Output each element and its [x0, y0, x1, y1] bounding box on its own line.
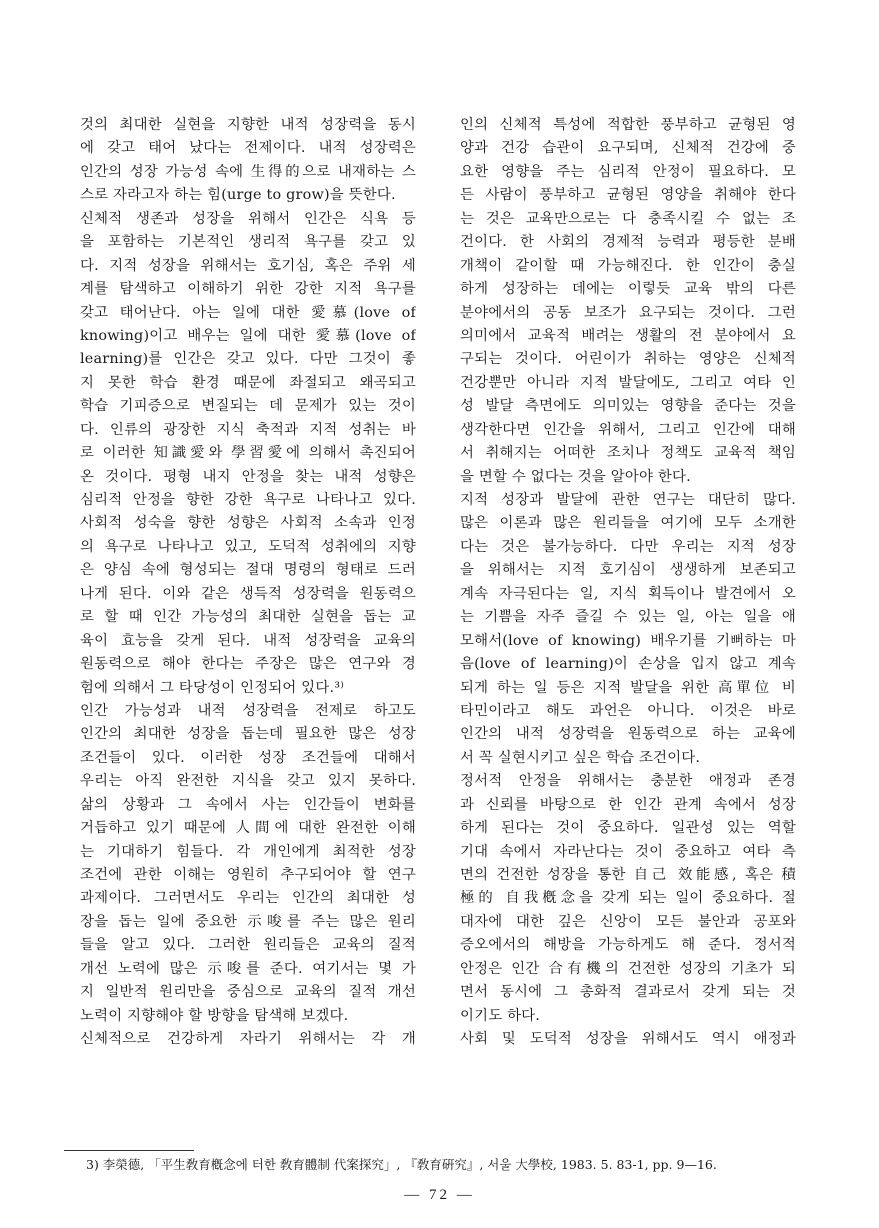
text-line: 의 욕구로 나타나고 있고, 도덕적 성취에의 지향	[80, 538, 416, 555]
text-line: 든 사람이 풍부하고 균형된 영양을 취해야 한다	[460, 187, 796, 204]
text-line: 인간 가능성과 내적 성장력을 전제로 하고도	[80, 702, 416, 719]
text-line: 사회 및 도덕적 성장을 위해서도 역시 애정과	[460, 1031, 796, 1048]
text-line: 다는 것은 불가능하다. 다만 우리는 지적 성장	[460, 538, 796, 555]
text-line: 스로 자라고자 하는 힘(urge to grow)을 뜻한다.	[80, 187, 396, 204]
text-line: 사회적 성숙을 향한 성향은 사회적 소속과 인정	[80, 515, 416, 532]
text-line: 것의 최대한 실현을 지향한 내적 성장력을 동시	[80, 117, 416, 133]
text-line: 의미에서 교육적 배려는 생활의 전 분야에서 요	[460, 327, 796, 344]
text-line: 서 취해지는 어떠한 조치나 정책도 교육적 책임	[460, 445, 796, 462]
text-line: 계를 탐색하고 이해하기 위한 강한 지적 욕구를	[80, 281, 416, 298]
text-line: 을 포함하는 기본적인 생리적 욕구를 갖고 있	[80, 234, 416, 251]
text-line: 조건에 관한 이해는 영원히 추구되어야 할 연구	[80, 867, 416, 883]
text-line: 은 양심 속에 형성되는 절대 명령의 형태로 드러	[80, 562, 416, 579]
text-line: learning)를 인간은 갖고 있다. 다만 그것이 좋	[80, 351, 416, 368]
text-line: 인간의 성장 가능성 속에 生得的으로 내재하는 스	[80, 163, 416, 180]
text-line: 개책이 같이할 때 가능해진다. 한 인간이 충실	[460, 257, 796, 274]
text-line: 신체적 생존과 성장을 위해서 인간은 식욕 등	[80, 210, 416, 227]
text-line: 모해서(love of knowing) 배우기를 기뻐하는 마	[460, 632, 796, 649]
text-line: 極的 自我槪念을 갖게 되는 일이 중요하다. 절	[460, 890, 796, 907]
text-line: 많은 이론과 많은 원리들을 여기에 모두 소개한	[460, 515, 796, 532]
text-line: 구되는 것이다. 어린이가 취하는 영양은 신체적	[460, 351, 796, 368]
footnote-divider	[64, 1150, 194, 1151]
text-line: 양과 건강 습관이 요구되며, 신체적 건강에 중	[460, 140, 796, 157]
text-line: 계속 자극된다는 일, 지식 획득이나 발견에서 오	[460, 585, 796, 602]
text-line: 을 면할 수 없다는 것을 알아야 한다.	[460, 468, 691, 485]
text-line: 험에 의해서 그 타당성이 인정되어 있다.³⁾	[80, 679, 344, 696]
text-line: 요한 영향을 주는 심리적 안정이 필요하다. 모	[460, 163, 796, 180]
text-line: 생각한다면 인간을 위해서, 그리고 인간에 대해	[460, 421, 796, 438]
text-line: knowing)이고 배우는 일에 대한 愛慕(love of	[80, 327, 416, 344]
text-line: 인의 신체적 특성에 적합한 풍부하고 균형된 영	[460, 117, 796, 133]
text-line: 육이 효능을 갖게 된다. 내적 성장력을 교육의	[80, 632, 416, 649]
text-line: 건이다. 한 사회의 경제적 능력과 평등한 분배	[460, 234, 796, 251]
text-line: 는 기쁨을 자주 즐길 수 있는 일, 아는 일을 애	[460, 609, 796, 626]
text-line: 는 기대하기 힘들다. 각 개인에게 최적한 성장	[80, 843, 416, 860]
text-line: 지 못한 학습 환경 때문에 좌절되고 왜곡되고	[80, 374, 416, 391]
right-column	[460, 114, 796, 1052]
text-line: 나게 된다. 이와 같은 생득적 성장력을 원동력으	[80, 585, 416, 602]
text-line: 삶의 상황과 그 속에서 사는 인간들이 변화를	[80, 796, 416, 813]
text-line: 지적 성장과 발달에 관한 연구는 대단히 많다.	[460, 492, 796, 508]
text-line: 분야에서의 공동 보조가 요구되는 것이다. 그런	[460, 304, 796, 321]
text-line: 대자에 대한 깊은 신앙이 모든 불안과 공포와	[460, 913, 796, 930]
text-line: 되게 하는 일 등은 지적 발달을 위한 高單位 비	[460, 679, 796, 696]
text-line: 로 이러한 知識愛와 學習愛에 의해서 촉진되어	[80, 445, 416, 462]
text-line: 과제이다. 그러면서도 우리는 인간의 최대한 성	[80, 890, 416, 907]
text-line: 거듭하고 있기 때문에 人間에 대한 완전한 이해	[80, 820, 416, 837]
text-line: 기대 속에서 자라난다는 것이 중요하고 여타 측	[460, 843, 796, 860]
text-line: 안정은 인간 合有機의 건전한 성장의 기초가 되	[460, 960, 796, 977]
text-line: 는 것은 교육만으로는 다 충족시킬 수 없는 조	[460, 210, 796, 227]
text-line: 정서적 안정을 위해서는 충분한 애정과 존경	[460, 773, 796, 790]
text-line: 면서 동시에 그 총화적 결과로서 갖게 되는 것	[460, 984, 796, 1001]
text-line: 원동력으로 해야 한다는 주장은 많은 연구와 경	[80, 656, 416, 673]
text-line: 에 갖고 태어 났다는 전제이다. 내적 성장력은	[80, 140, 416, 157]
text-line: 장을 돕는 일에 중요한 示唆를 주는 많은 원리	[80, 913, 416, 930]
text-line: 이기도 하다.	[460, 1007, 541, 1024]
text-line: 다. 지적 성장을 위해서는 호기심, 혹은 주위 세	[80, 257, 416, 274]
text-line: 노력이 지향해야 할 방향을 탐색해 보겠다.	[80, 1007, 349, 1024]
text-line: 갖고 태어난다. 아는 일에 대한 愛慕(love of	[80, 304, 416, 321]
text-line: 하게 된다는 것이 중요하다. 일관성 있는 역할	[460, 820, 796, 837]
text-line: 로 할 때 인간 가능성의 최대한 실현을 돕는 교	[80, 609, 416, 626]
text-line: 학습 기피증으로 변질되는 데 문제가 있는 것이	[80, 398, 416, 415]
text-line: 신체적으로 건강하게 자라기 위해서는 각 개	[80, 1031, 416, 1048]
text-line: 음(love of learning)이 손상을 입지 않고 계속	[460, 656, 796, 673]
text-line: 성 발달 측면에도 의미있는 영향을 준다는 것을	[460, 398, 796, 415]
text-line: 인간의 최대한 성장을 돕는데 필요한 많은 성장	[80, 726, 416, 743]
text-line: 들을 알고 있다. 그러한 원리들은 교육의 질적	[80, 937, 416, 954]
text-line: 건강뿐만 아니라 지적 발달에도, 그리고 여타 인	[460, 374, 796, 391]
text-line: 다. 인류의 광장한 지식 축적과 지적 성취는 바	[80, 421, 416, 438]
text-line: 개선 노력에 많은 示唆를 준다. 여기서는 몇 가	[80, 960, 416, 977]
page-number: — 72 —	[404, 1187, 475, 1203]
text-line: 면의 건전한 성장을 통한 自己 效能感, 혹은 積	[460, 867, 796, 883]
text-line: 서 꼭 실현시키고 싶은 학습 조건이다.	[460, 749, 701, 766]
text-line: 하게 성장하는 데에는 이렇듯 교육 밖의 다른	[460, 281, 796, 298]
footnote: 3) 李榮德, 「平生敎育槪念에 터한 敎育體制 代案探究」, 『敎育硏究』, 서울 大學校, 1983. 5. 83-1, pp. 9—16.	[86, 1157, 717, 1172]
text-line: 증오에서의 해방을 가능하게도 해 준다. 정서적	[460, 937, 796, 954]
text-line: 우리는 아직 완전한 지식을 갖고 있지 못하다.	[80, 773, 416, 790]
text-line: 지 일반적 원리만을 중심으로 교육의 질적 개선	[80, 984, 416, 1001]
text-line: 인간의 내적 성장력을 원동력으로 하는 교육에	[460, 726, 796, 743]
text-line: 과 신뢰를 바탕으로 한 인간 관계 속에서 성장	[460, 796, 796, 813]
text-line: 심리적 안정을 향한 강한 욕구로 나타나고 있다.	[80, 492, 416, 508]
left-column	[80, 114, 416, 1052]
text-line: 온 것이다. 평형 내지 안정을 찾는 내적 성향은	[80, 468, 416, 485]
text-line: 타민이라고 해도 과언은 아니다. 이것은 바로	[460, 702, 796, 719]
text-line: 을 위해서는 지적 호기심이 생생하게 보존되고	[460, 562, 796, 579]
text-line: 조건들이 있다. 이러한 성장 조건들에 대해서	[80, 749, 416, 766]
